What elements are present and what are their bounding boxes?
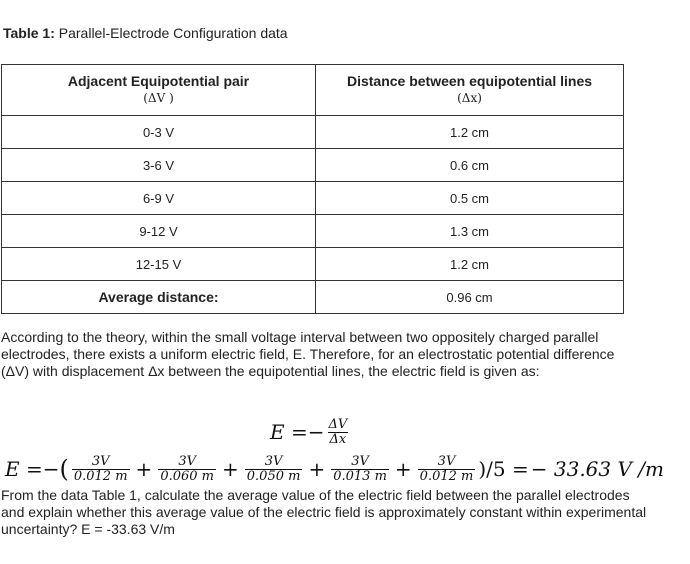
table-row: [2, 116, 624, 149]
eq2-term: [331, 455, 389, 484]
eq2-term-denominator: 0.012 m: [419, 468, 474, 484]
eq2-term-numerator: 3V: [437, 453, 456, 469]
eq2-term-numerator: 3V: [178, 453, 196, 469]
eq2-term: [418, 455, 476, 484]
cell-pair: 3-6 V: [2, 149, 316, 182]
eq2-result: − 33.63 V /m: [530, 457, 664, 481]
header-equipotential-pair-symbol: (ΔV ): [143, 91, 174, 105]
eq1-sign: −: [307, 420, 325, 444]
header-distance: [316, 65, 624, 116]
table-caption: [3, 25, 288, 41]
eq2-plus: +: [308, 457, 326, 481]
question-paragraph: From the data Table 1, calculate the average value of the electric field between the parallel electrodes and explain whether this average value of the electric field is approximately constant within experimental uncertainty? E = -33.63 V/m: [1, 487, 647, 537]
cell-pair: 6-9 V: [2, 182, 316, 215]
average-label: Average distance:: [2, 281, 316, 314]
eq1-numerator: ΔV: [328, 416, 348, 432]
theory-paragraph: According to the theory, within the small voltage interval between two oppositely charged parallel electrodes, there exists a uniform electric field, E. Therefore, for an electrostatic potential difference (ΔV) with displacement Δx between the equipotential lines, the electric field is given as:: [1, 329, 615, 379]
cell-pair: 9-12 V: [2, 215, 316, 248]
header-distance-symbol: (Δx): [457, 91, 482, 105]
cell-distance: 1.2 cm: [316, 116, 624, 149]
eq2-close: )/5 =: [478, 457, 529, 481]
eq2-sign: −: [42, 457, 60, 481]
average-value: 0.96 cm: [316, 281, 624, 314]
cell-distance: 1.2 cm: [316, 248, 624, 281]
eq1-fraction: [326, 418, 349, 447]
table-row: [2, 215, 624, 248]
table-caption-title: Parallel-Electrode Configuration data: [58, 25, 288, 41]
cell-distance: 0.5 cm: [316, 182, 624, 215]
eq2-plus: +: [222, 457, 239, 481]
table-row: [2, 182, 624, 215]
eq2-lhs: E =: [5, 457, 43, 481]
cell-pair: 12-15 V: [2, 248, 316, 281]
header-equipotential-pair: [2, 65, 316, 116]
eq1-lhs: E =: [270, 420, 308, 444]
calculation-equation: [5, 449, 664, 489]
eq2-term-denominator: 0.050 m: [246, 468, 301, 484]
eq2-term-denominator: 0.060 m: [160, 468, 214, 484]
eq2-term-denominator: 0.013 m: [333, 468, 387, 484]
data-table: [1, 64, 624, 314]
table-header-row: [2, 65, 624, 116]
header-distance-title: Distance between equipotential lines: [346, 73, 593, 89]
eq2-open-paren: (: [59, 455, 69, 483]
table-average-row: [2, 281, 624, 314]
table-caption-label: Table 1:: [3, 25, 55, 41]
table-row: [2, 149, 624, 182]
cell-distance: 1.3 cm: [316, 215, 624, 248]
eq1-denominator: Δx: [329, 431, 347, 447]
eq2-term: [158, 455, 216, 484]
field-equation: [270, 412, 351, 452]
table-row: [2, 248, 624, 281]
eq2-term-numerator: 3V: [264, 453, 283, 469]
eq2-term-numerator: 3V: [351, 453, 369, 469]
eq2-term: [72, 455, 130, 484]
eq2-term-denominator: 0.012 m: [73, 468, 128, 484]
eq2-term: [245, 455, 303, 484]
cell-distance: 0.6 cm: [316, 149, 624, 182]
eq2-plus: +: [135, 457, 153, 481]
cell-pair: 0-3 V: [2, 116, 316, 149]
header-equipotential-pair-title: Adjacent Equipotential pair: [67, 73, 250, 89]
eq2-term-numerator: 3V: [91, 453, 110, 469]
eq2-plus: +: [394, 457, 412, 481]
